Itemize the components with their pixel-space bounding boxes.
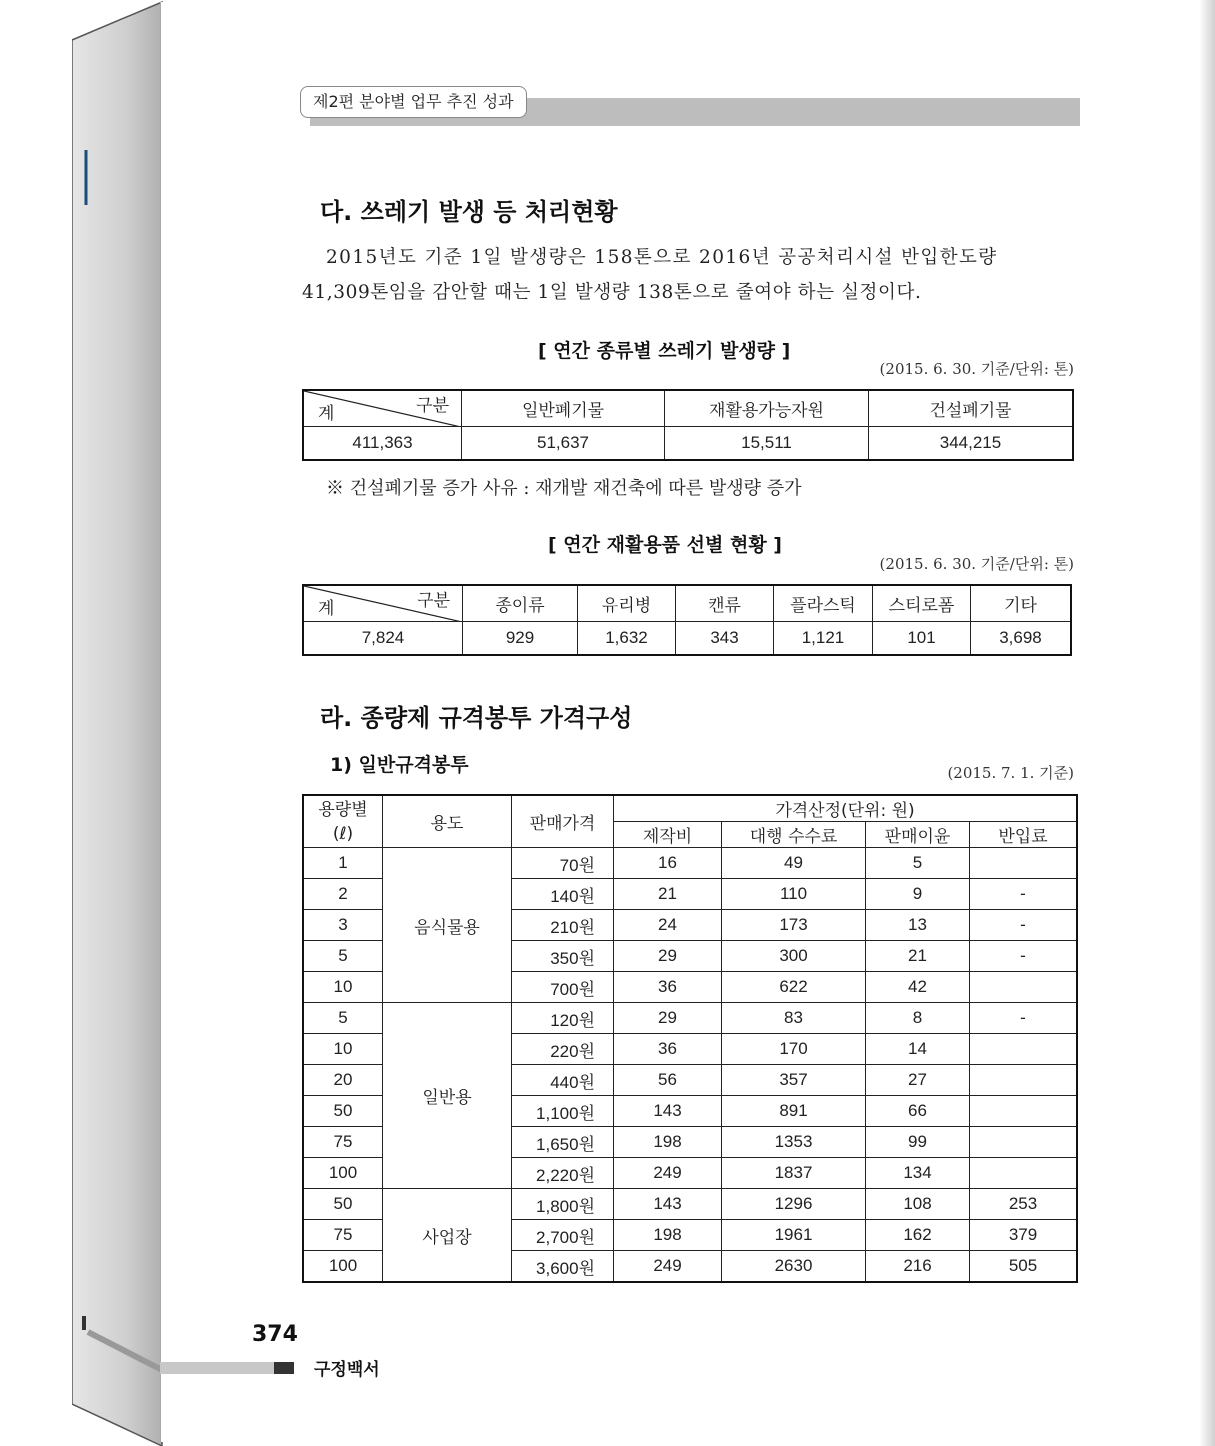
table-cell: 56 [614,1065,722,1096]
capacity-cell: 10 [303,972,383,1003]
header-capacity [303,795,383,848]
table-cell: 29 [614,1003,722,1034]
table-cell: 300 [722,941,866,972]
usage-cell: 사업장 [383,1189,512,1283]
price-cell: 1,800원 [512,1189,614,1220]
table-cell: 16 [614,848,722,879]
price-cell: 1,650원 [512,1127,614,1158]
price-cell: 1,100원 [512,1096,614,1127]
header-production-cost: 제작비 [614,822,722,848]
table-cell: 108 [866,1189,970,1220]
table-cell: 249 [614,1251,722,1283]
table-header: 재활용가능자원 [665,390,869,426]
table-cell: - [970,910,1078,941]
capacity-cell: 100 [303,1158,383,1189]
capacity-cell: 50 [303,1096,383,1127]
capacity-cell: 50 [303,1189,383,1220]
paragraph-line-2: 41,309톤임을 감안할 때는 1일 발생량 138톤으로 줄여야 하는 실정이다. [302,282,922,303]
price-cell: 120원 [512,1003,614,1034]
table-cell: 29 [614,941,722,972]
table-cell: 170 [722,1034,866,1065]
table-cell: 5 [866,848,970,879]
book-title: 구정백서 [314,1360,380,1380]
table-cell: 1,632 [578,621,676,655]
header-disposal-fee: 반입료 [970,822,1078,848]
table-cell: 36 [614,1034,722,1065]
table-header: 종이류 [463,585,578,621]
table-cell: 99 [866,1127,970,1158]
price-cell: 3,600원 [512,1251,614,1283]
header-capacity-label: 용량별 [318,799,368,820]
table-cell: 344,215 [869,426,1074,460]
table1-title: [ 연간 종류별 쓰레기 발생량 ] [538,340,791,362]
usage-cell: 일반용 [383,1003,512,1189]
table-cell: 7,824 [303,621,463,655]
table-cell [970,1158,1078,1189]
table-cell: 162 [866,1220,970,1251]
table-cell: 143 [614,1096,722,1127]
table-cell: 1296 [722,1189,866,1220]
table-cell: 42 [866,972,970,1003]
table2-basis: (2015. 6. 30. 기준/단위: 톤) [879,555,1074,573]
capacity-cell: 5 [303,1003,383,1034]
table-cell: 24 [614,910,722,941]
header-usage: 용도 [383,795,512,848]
recycling-table [302,584,1072,656]
header-capacity-unit: (ℓ) [332,823,354,844]
section-heading-da: 다. 쓰레기 발생 등 처리현황 [320,198,618,226]
table-cell [970,1096,1078,1127]
table-cell [970,972,1078,1003]
table-cell: 198 [614,1127,722,1158]
usage-cell: 음식물용 [383,848,512,1003]
price-cell: 220원 [512,1034,614,1065]
table-cell: 357 [722,1065,866,1096]
price-cell: 350원 [512,941,614,972]
paragraph-line-1: 2015년도 기준 1일 발생량은 158톤으로 2016년 공공처리시설 반입한도량 [326,247,998,268]
table-cell: 21 [866,941,970,972]
book-spine [72,0,164,1446]
chapter-label: 제2편 분야별 업무 추진 성과 [300,86,527,118]
diag-label-category: 구분 [417,591,450,611]
table-cell: 9 [866,879,970,910]
diag-label-category: 구분 [416,396,449,416]
footer-bar [160,1362,274,1374]
capacity-cell: 100 [303,1251,383,1283]
table-cell: 51,637 [462,426,665,460]
capacity-cell: 20 [303,1065,383,1096]
table-cell: 198 [614,1220,722,1251]
table1-note: ※ 건설폐기물 증가 사유 : 재개발 재건축에 따른 발생량 증가 [326,478,802,499]
bag-price-table-body [303,848,1077,1283]
table-cell: 13 [866,910,970,941]
table-header: 캔류 [676,585,774,621]
bag-price-table [302,794,1078,1283]
table-cell: 15,511 [665,426,869,460]
table-row [303,1189,1077,1220]
diagonal-header-cell [303,585,463,621]
table-row [303,848,1077,879]
table-cell: - [970,941,1078,972]
footer-bar-block [274,1362,294,1374]
table-row [303,1003,1077,1034]
table-cell: 83 [722,1003,866,1034]
section-heading-ra: 라. 종량제 규격봉투 가격구성 [320,704,633,732]
capacity-cell: 5 [303,941,383,972]
table-cell [970,848,1078,879]
table-cell: 66 [866,1096,970,1127]
table-cell: 249 [614,1158,722,1189]
capacity-cell: 2 [303,879,383,910]
table-cell: 3,698 [971,621,1072,655]
diagonal-header-cell [303,390,462,426]
table-cell: - [970,1003,1078,1034]
table2-title: [ 연간 재활용품 선별 현황 ] [548,534,782,556]
table-cell: 110 [722,879,866,910]
capacity-cell: 75 [303,1127,383,1158]
table-cell: 1,121 [774,621,873,655]
table-cell: 1837 [722,1158,866,1189]
table-cell [970,1127,1078,1158]
price-cell: 2,220원 [512,1158,614,1189]
table-cell: 622 [722,972,866,1003]
table-header: 일반폐기물 [462,390,665,426]
table-cell: 8 [866,1003,970,1034]
table-cell: 173 [722,910,866,941]
table-cell: 343 [676,621,774,655]
table-cell: 36 [614,972,722,1003]
table-cell: 21 [614,879,722,910]
table-cell: 2630 [722,1251,866,1283]
table-cell: 929 [463,621,578,655]
table-cell: 49 [722,848,866,879]
capacity-cell: 75 [303,1220,383,1251]
table-cell: 379 [970,1220,1078,1251]
table3-basis: (2015. 7. 1. 기준) [947,764,1074,782]
waste-generation-table [302,389,1074,461]
section-paragraph [302,240,1074,310]
header-price-breakdown: 가격산정(단위: 원) [614,795,1078,822]
table-header: 플라스틱 [774,585,873,621]
header-sales-margin: 판매이윤 [866,822,970,848]
table-header: 기타 [971,585,1072,621]
page-number: 374 [252,1322,298,1347]
subheading-standard-bags: 1) 일반규격봉투 [330,754,469,776]
table-header: 스티로폼 [873,585,971,621]
table-cell: 1961 [722,1220,866,1251]
table-cell: 253 [970,1189,1078,1220]
price-cell: 70원 [512,848,614,879]
diag-label-total: 계 [318,598,335,619]
table-cell: 134 [866,1158,970,1189]
capacity-cell: 3 [303,910,383,941]
table1-basis: (2015. 6. 30. 기준/단위: 톤) [879,360,1074,378]
table-cell: 14 [866,1034,970,1065]
table-header: 건설폐기물 [869,390,1074,426]
price-cell: 2,700원 [512,1220,614,1251]
table-cell: 411,363 [303,426,462,460]
table-cell: 891 [722,1096,866,1127]
price-cell: 140원 [512,879,614,910]
table-cell: 143 [614,1189,722,1220]
table-cell [970,1034,1078,1065]
table-header: 유리병 [578,585,676,621]
table-cell: 27 [866,1065,970,1096]
table-cell: 216 [866,1251,970,1283]
table-cell: 1353 [722,1127,866,1158]
price-cell: 700원 [512,972,614,1003]
page-edge-shadow [1199,0,1215,1446]
table-cell: 505 [970,1251,1078,1283]
capacity-cell: 10 [303,1034,383,1065]
price-cell: 440원 [512,1065,614,1096]
capacity-cell: 1 [303,848,383,879]
header-price: 판매가격 [512,795,614,848]
diag-label-total: 계 [318,403,335,424]
table-cell: 101 [873,621,971,655]
price-cell: 210원 [512,910,614,941]
table-cell [970,1065,1078,1096]
header-agency-fee: 대행 수수료 [722,822,866,848]
table-cell: - [970,879,1078,910]
